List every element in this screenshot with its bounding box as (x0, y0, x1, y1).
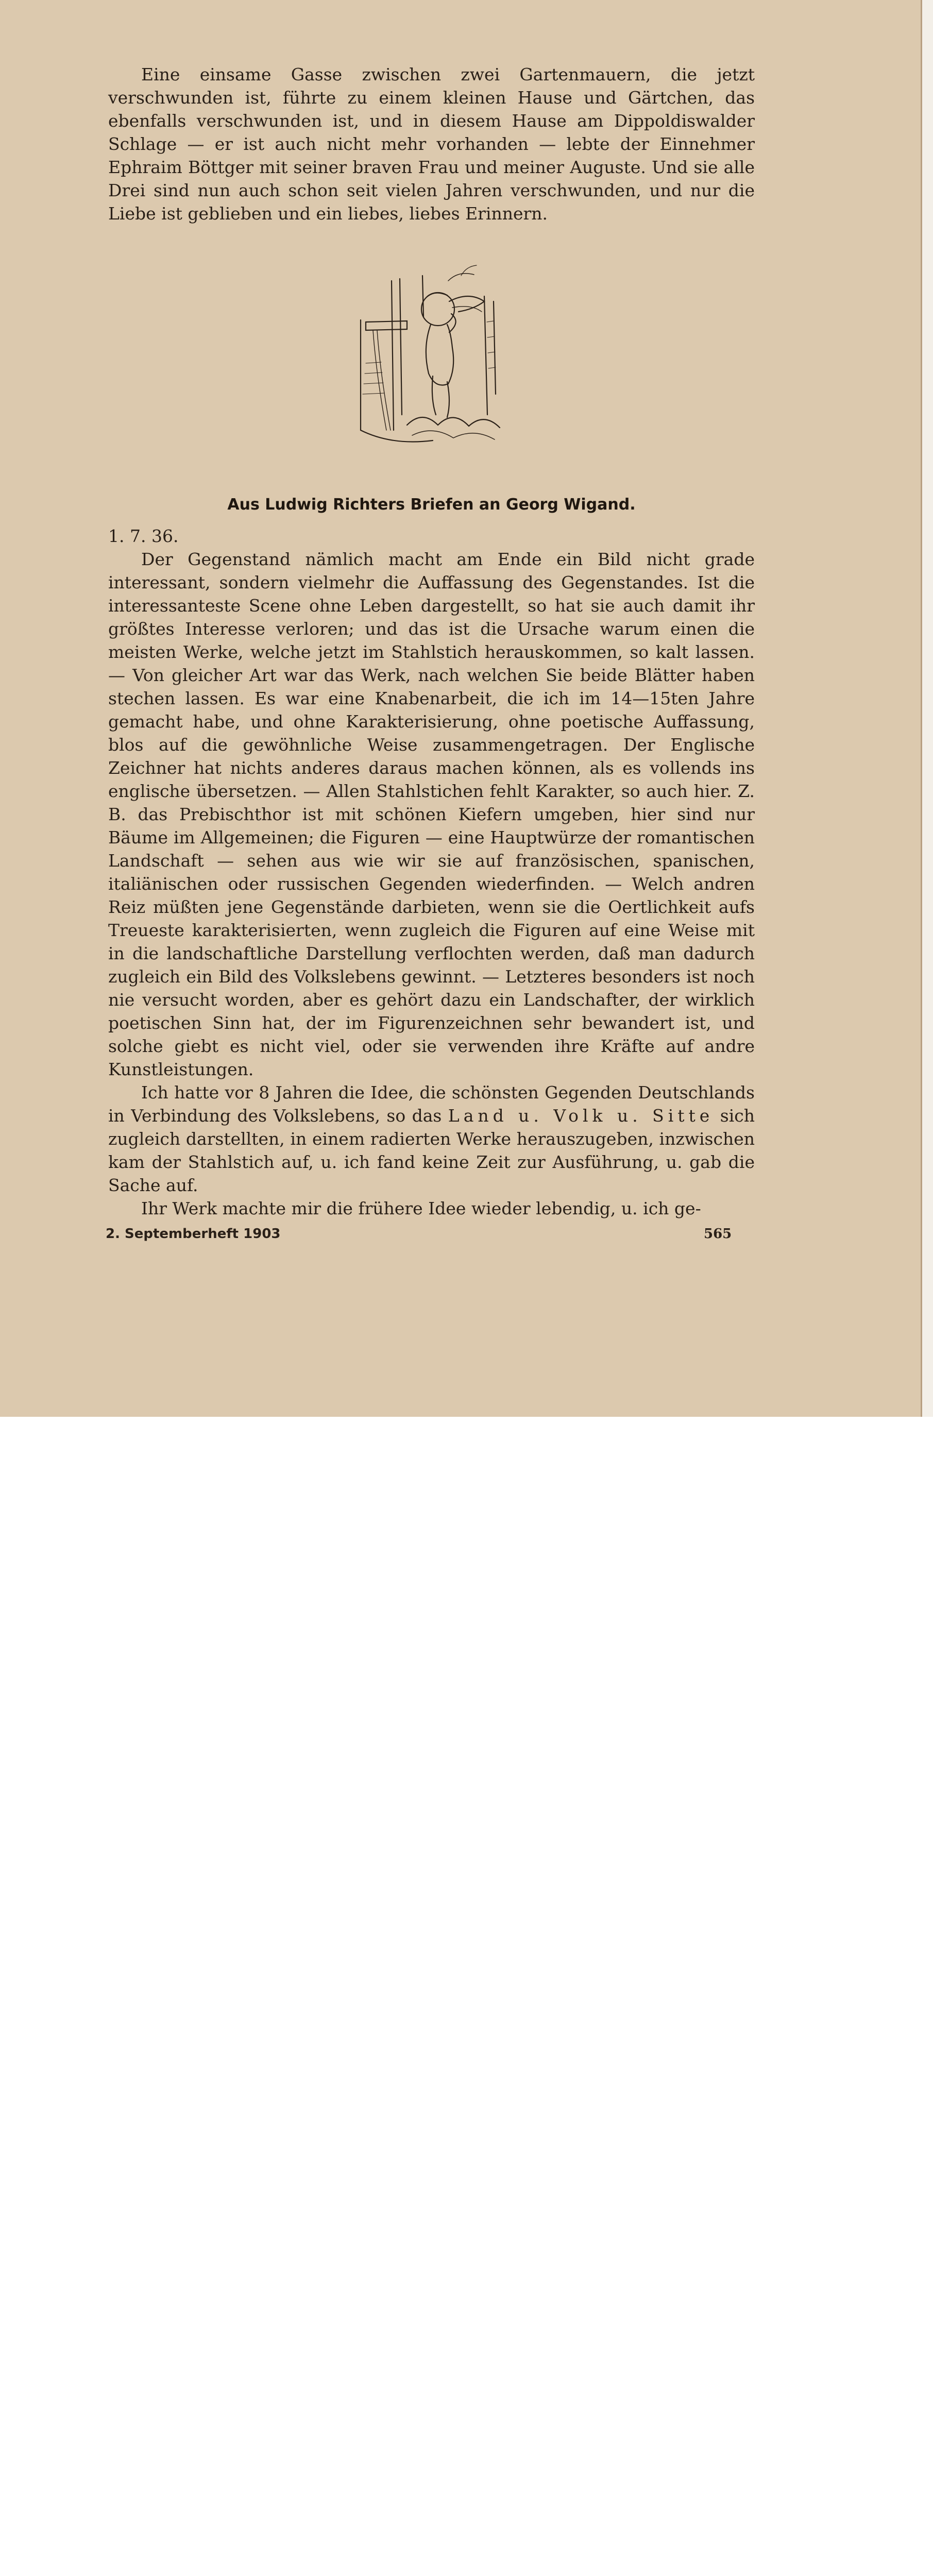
intro-section (108, 63, 755, 225)
article-heading: Aus Ludwig Richters Briefen an Georg Wigand. (227, 496, 636, 514)
page-edge (922, 0, 933, 1417)
article-paragraph-3: Ihr Werk machte mir die frühere Idee wieder lebendig, u. ich ge- (141, 1198, 701, 1218)
article-paragraph-1: Der Gegenstand nämlich macht am Ende ein Bild nicht grade interessant, sondern vielmehr die Auffassung des Gegenstandes. Ist die interessanteste Scene ohne Leben dargestellt, so hat sie auch damit ihr größtes Interesse verloren; und das ist die Ursache warum einen die meisten Werke, welche jetzt im Stahlstich herauskommen, so kalt lassen. — Von gleicher Art war das Werk, nach welchen Sie beide Blätter haben stechen lassen. Es war eine Knabenarbeit, die ich im 14—15ten Jahre gemacht habe, und ohne Karakterisierung, ohne poetische Auffassung, blos auf die gewöhnliche Weise zusammengetragen. Der Englische Zeichner hat nichts anderes daraus machen können, als es vollends ins englische übersetzen. — Allen Stahlstichen fehlt Karakter, so auch hier. Z. B. das Prebischthor ist mit schönen Kiefern umgeben, hier sind nur Bäume im Allgemeinen; die Figuren — eine Hauptwürze der romantischen Landschaft — sehen aus wie wir sie auf französischen, spanischen, italiänischen oder russischen Gegenden wiederfinden. — Welch andren Reiz müßten jene Gegenstände darbieten, wenn sie die Oertlichkeit aufs Treueste karakterisierten, wenn zugleich die Figuren auf eine Weise mit in die landschaftliche Darstellung verflochten werden, daß man dadurch zugleich ein Bild des Volkslebens gewinnt. — Letzteres besonders ist noch nie versucht worden, aber es gehört dazu ein Landschafter, der wirklich poetischen Sinn hat, der im Figurenzeichnen sehr bewandert ist, und solche giebt es nicht viel, oder sie verwenden ihre Kräfte auf andre Kunstleistungen. (108, 549, 755, 1079)
library-bar (0, 1417, 933, 1486)
article-paragraph-2 (108, 1081, 755, 1197)
paragraph-2-spaced-emphasis: Land u. Volk u. Sitte (448, 1106, 714, 1126)
intro-paragraph: Eine einsame Gasse zwischen zwei Gartenmauern, die jetzt verschwunden ist, führte zu einem kleinen Hause und Gärtchen, das ebenfalls verschwunden ist, und in diesem Hause am Dippoldiswalder Schlage — er ist auch nicht mehr vorhanden — lebte der Einnehmer Ephraim Böttger mit seiner braven Frau und meiner Auguste. Und sie alle Drei sind nun auch schon seit vielen Jahren verschwunden, und nur die Liebe ist geblieben und ein liebes, liebes Erinnern. (108, 64, 755, 224)
letter-date: 1. 7. 36. (108, 526, 179, 546)
putto-fountain-illustration (330, 260, 546, 466)
article-body (108, 524, 755, 1220)
page-number: 565 (704, 1226, 732, 1242)
issue-label: 2. Septemberheft 1903 (106, 1226, 281, 1242)
paragraph-2-start: Ich hatte vor 8 Jahren die Idee, die schönsten Gegenden Deutschlands in Verbindung des Volkslebens, so das (108, 1082, 755, 1126)
paragraph-2-end: sich zugleich darstellten, in einem radierten Werke herauszugeben, inzwischen kam der Stahlstich auf, u. ich fand keine Zeit zur Ausführung, u. gab die Sache auf. (108, 1106, 755, 1195)
